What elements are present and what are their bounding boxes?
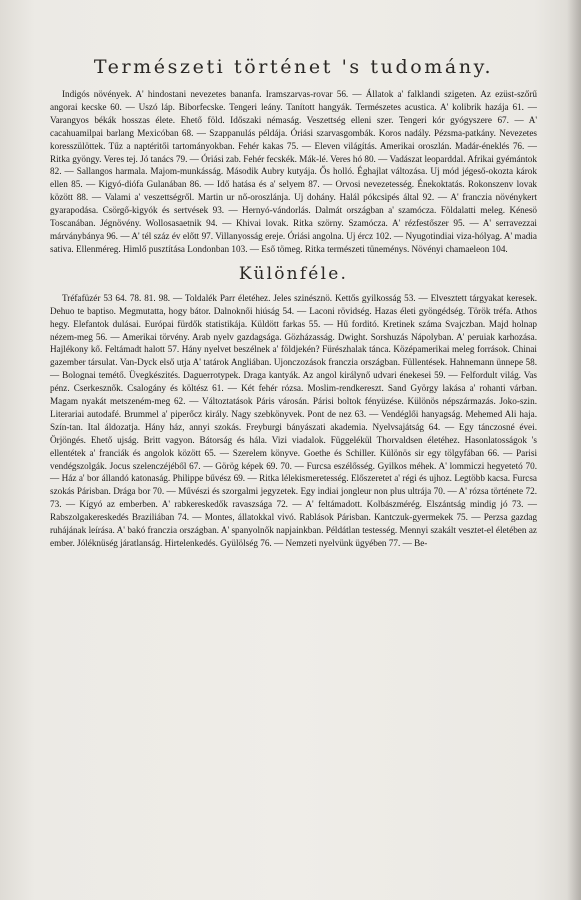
section-title-natural-history: Természeti történet 's tudomány.	[93, 56, 494, 78]
section-body-natural-history: Indigós növények. A' hindostani nevezetes bananfa. Iramszarvas-rovar 56. — Állatok a' falklandi szigeten. Az ezüst-szőrű angorai kecske 60. — Uszó láp. Biborfecske. Tengeri leány. Tanított hangyák. Természetes acustica. A' kolibrik hazája 61. — Varangyos békák hosszas élete. Ehető föld. Időszaki némaság. Veszettség elleni szer. Tengeri kór gyógyszere 67. — A' cacahuamilpai barlang Mexicóban 68. — Szappanulás példája. Óriási szarvasgombák. Koros nadály. Pézsma-patkány. Nevezetes koresszülöttek. Tűz a naptéritői tartományokban. Fehér kakas 75. — Eleven világítás. Amerikai oroszlán. Madár-éneklés 76. — Ritka gyöngy. Veres tej. Jó tanács 79. — Óriási zab. Fehér fecskék. Mák-lé. Veres hó 80. — Vadászat leoparddal. Afrikai gyémántok 82. — Sallangos harmala. Majom-munkásság. Második Aubry kutyája. Ős holló. Éghajlat változása. Uj mód jégeső-okozta károk ellen 85. — Kigyó-diófa Gulanában 86. — Idő hatása és a' selyem 87. — Orvosi nevezetesség. Énekoktatás. Rokonszenv lovak között 88. — Valami a' veszettségről. Martin ur nő-oroszlánja. Uj dohány. Halál pókcsipés által 92. — A' franczia növénykert gyarapodása. Csörgő-kigyók és sertvések 93. — Hernyó-vándorlás. Dalmát országban a' szamócza. Földalatti meleg. Kénesö Toscanában. Jégnövény. Wollosasaetnik 94. — Khivai lovak. Ritka szörny. Szamócza. A' rézfestőszer 95. — A' serravezzai márványbánya 96. — A' tél száz év előtt 97. Villanyosság ereje. Óriási angolna. Uj ércz 102. — Nyugotindiai viza-hólyag. A' madia sativa. Ellenméreg. Himlő pusztítása Londonban 103. — Eső tömeg. Ritka természeti tüneménys. Növényi chamaeleon 104.	[50, 89, 537, 254]
page-spine-shadow	[567, 0, 581, 900]
section-body-miscellaneous: Tréfafüzér 53 64. 78. 81. 98. — Toldalék Parr életéhez. Jeles szinésznö. Kettős gyilkosság 53. — Elvesztett tárgyakat keresek. Dehuo te baptiso. Megmutatta, hogy bátor. Dalnoknői hiúság 54. — Laconi rövidség. Hazas életi gyöngédség. Török tréfa. Athos hegy. Elefantok dulásai. Európai fürdők statistikája. Küldött farkas 55. — Hű forditó. Kretinek száma Svajczban. Majd holnap nézem-meg 56. — Amerikai törvény. Arab nyelv gazdagsága. Gözházasság. Dwight. Sorshuzás Nápolyban. A' peruiak karhozása. Hajlékony kő. Feltámadt halott 57. Hány nyelvet beszélnek a' földjekén? Fürészhalak tánca. Középamerikai meleg források. Chinai gazember társulat. Van-Dyck első utja A' tatárok Angliában. Ujonczozások franczia országban. Füllentések. Hahnemann ünnepe 58. — Bolognai temétő. Üvegkészités. Daguerrotypek. Draga kantyák. Az angol királynő udvari énekesei 59. — Felfordult világ. Vas pénz. Cserkesznők. Csalogány és költész 61. — Két fehér rózsa. Moslim-rendkereszt. Sand György lakása a' rohanti várban. Magam nyakát metszeném-meg 62. — Változtatások Páris városán. Párisi boltok fényüzése. Különös népszármazás. Joko-szin. Literariai autodafé. Brummel a' piperőcz király. Nagy szebkönyvek. Pont de nez 63. — Vendéglői hanyagság. Mehemed Ali haja. Szín-tan. Ital áldozatja. Hány ház, annyi szokás. Freyburgi bányászati akademia. Nyelvsajátság 64. — Egy tánczosné évei. Örjöngés. Ehető ujság. Britt vagyon. Bátorság és hála. Vizi viadalok. Függelékül Thorvaldsen életéhez. Hasonlatosságok 's ellentétek a' franciák és angolok között 65. — Szerelem könyve. Goethe és Schiller. Különös sir egy tölgyfában 66. — Parisi vendégszolgák. Jocus szelenczéjéből 67. — Görög képek 69. 70. — Furcsa eszélősség. Gyilkos méhek. A' lommiczi hegyetetó 70. — Ház a' bor állandó katonaság. Philippe bűvész 69. — Ritka lélekismeretesség. Előszeretet a' régi és ujhoz. Legtöbb kacsa. Furcsa szokás Párisban. Drága bor 70. — Művészi és szorgalmi jegyzetek. Egy indiai jongleur non plus ultrája 70. — A' rózsa története 72. 73. — Kígyó az emberben. A' rabkereskedők ravaszsága 72. — A' feltámadott. Kolbászmérég. Elszántság mindig jó 73. — Rabszolgakereskedés Braziliában 74. — Montes, állatokkal vivó. Rablások Párisban. Kantczuk-gyermekek 75. — Perzsa gazdag ruhájának leírása. A' bakó franczia országban. A' spanyolnők napjainkban. Példátlan testesség. Mennyi szakált vesztet-el életében az ember. Jóléknüség járatlanság. Hirtelenkedés. Gyülölség 76. — Nemzeti nyelvünk ügyében 77. — Be-	[50, 292, 537, 548]
section-title-miscellaneous: Különféle.	[238, 263, 349, 284]
